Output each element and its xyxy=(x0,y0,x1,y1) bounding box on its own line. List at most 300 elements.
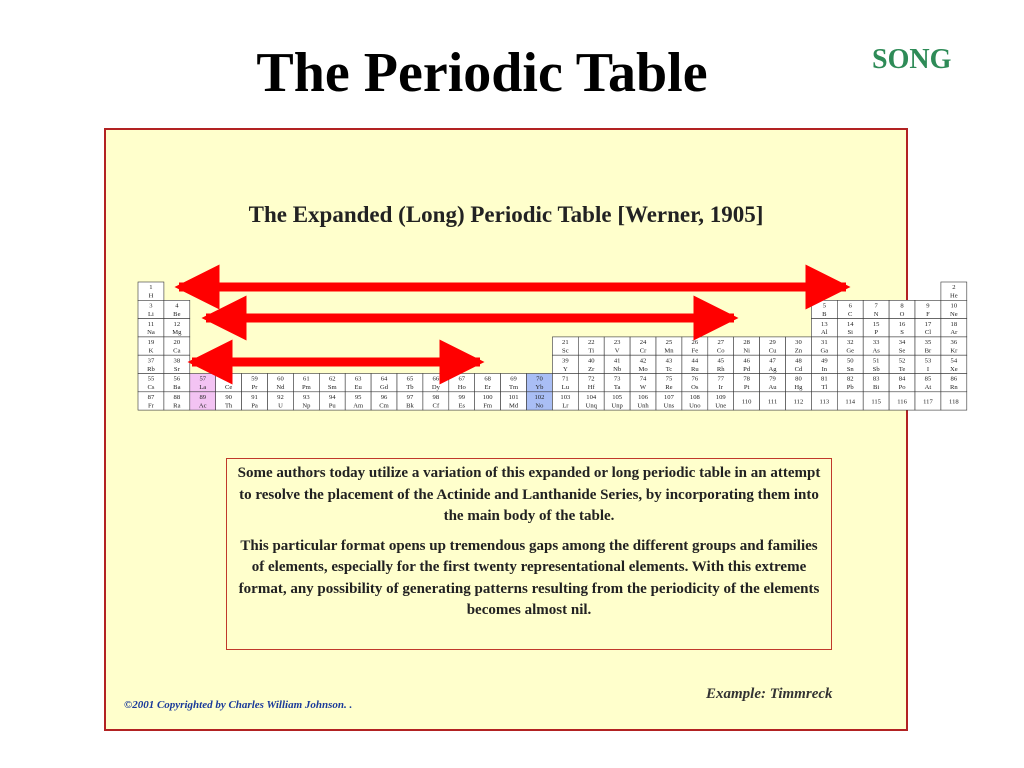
element-cell xyxy=(501,374,527,392)
element-cell xyxy=(760,355,786,373)
element-number: 53 xyxy=(924,357,932,365)
element-cell xyxy=(604,374,630,392)
element-number: 18 xyxy=(950,320,958,328)
element-cell xyxy=(863,392,889,410)
element-number: 26 xyxy=(691,339,699,347)
element-number: 19 xyxy=(147,339,155,347)
element-symbol: I xyxy=(926,365,930,373)
element-cell xyxy=(734,355,760,373)
element-cell xyxy=(630,392,656,410)
element-symbol: Au xyxy=(768,384,777,392)
element-cell xyxy=(708,392,734,410)
element-symbol: Hf xyxy=(587,384,595,392)
element-symbol: Ga xyxy=(820,347,829,355)
element-number: 1 xyxy=(149,284,153,292)
element-number: 17 xyxy=(924,320,932,328)
element-number: 114 xyxy=(845,398,856,406)
element-cell xyxy=(345,392,371,410)
element-symbol: Rh xyxy=(716,365,725,373)
element-symbol: Li xyxy=(148,310,154,318)
element-number: 64 xyxy=(380,375,388,383)
element-symbol: Une xyxy=(715,402,727,410)
element-number: 7 xyxy=(874,302,878,310)
element-number: 20 xyxy=(173,339,181,347)
element-cell xyxy=(708,374,734,392)
element-cell xyxy=(941,337,967,355)
element-number: 37 xyxy=(147,357,155,365)
element-cell xyxy=(293,392,319,410)
element-symbol: Md xyxy=(508,402,519,410)
element-symbol: Pr xyxy=(251,384,258,392)
element-cell xyxy=(371,392,397,410)
element-cell xyxy=(811,300,837,318)
element-symbol: Fm xyxy=(483,402,493,410)
element-cell xyxy=(837,319,863,337)
element-symbol: Er xyxy=(484,384,491,392)
element-cell xyxy=(682,374,708,392)
element-cell xyxy=(604,392,630,410)
element-number: 29 xyxy=(769,339,776,347)
element-cell xyxy=(760,392,786,410)
element-cell xyxy=(138,319,164,337)
element-cell xyxy=(656,392,682,410)
element-number: 79 xyxy=(769,375,776,383)
element-symbol: Ar xyxy=(950,329,958,337)
element-number: 117 xyxy=(923,398,933,406)
element-cell xyxy=(708,355,734,373)
element-number: 70 xyxy=(536,375,543,383)
element-cell xyxy=(915,337,941,355)
element-cell xyxy=(760,374,786,392)
element-cell xyxy=(319,374,345,392)
element-symbol: Co xyxy=(716,347,725,355)
element-cell xyxy=(941,355,967,373)
description-paragraph-2: This particular format opens up tremendous gaps among the different groups and families of elements, especially for the first twenty representational elements. With this extreme format, any possibility of generating patterns resulting from the periodicity of the elements becomes almost nil. xyxy=(238,537,820,618)
element-symbol: S xyxy=(900,329,904,337)
element-number: 6 xyxy=(848,302,852,310)
element-symbol: Cm xyxy=(379,402,389,410)
element-symbol: Sb xyxy=(872,365,880,373)
element-symbol: U xyxy=(278,402,283,410)
element-cell xyxy=(837,374,863,392)
element-cell xyxy=(837,337,863,355)
element-number: 44 xyxy=(691,357,699,365)
element-symbol: O xyxy=(899,310,905,318)
element-symbol: Ra xyxy=(173,402,181,410)
element-cell xyxy=(760,337,786,355)
element-symbol: Gd xyxy=(380,384,389,392)
figure-title: The Expanded (Long) Periodic Table [Werner, 1905] xyxy=(248,202,764,227)
description-box xyxy=(226,458,832,650)
element-number: 99 xyxy=(458,394,466,401)
element-symbol: As xyxy=(872,347,880,355)
element-number: 3 xyxy=(149,302,153,310)
element-number: 32 xyxy=(846,339,854,347)
element-number: 63 xyxy=(354,375,362,383)
element-number: 107 xyxy=(664,394,674,401)
element-symbol: Unp xyxy=(611,402,623,410)
element-number: 38 xyxy=(173,357,181,365)
element-cell xyxy=(423,392,449,410)
element-cell xyxy=(242,374,268,392)
element-symbol: Na xyxy=(147,329,155,337)
element-number: 43 xyxy=(665,357,673,365)
element-symbol: Xe xyxy=(949,365,958,373)
element-cell xyxy=(811,392,837,410)
element-number: 13 xyxy=(821,320,828,328)
element-cell xyxy=(268,374,294,392)
element-cell xyxy=(786,337,812,355)
element-cell xyxy=(138,355,164,373)
element-cell xyxy=(552,374,578,392)
element-symbol: F xyxy=(926,310,930,318)
element-symbol: Fe xyxy=(691,347,699,355)
element-number: 5 xyxy=(822,302,826,310)
element-cell xyxy=(371,374,397,392)
element-symbol: Si xyxy=(847,329,853,337)
element-symbol: No xyxy=(535,402,544,410)
element-cell xyxy=(863,337,889,355)
element-cell xyxy=(319,392,345,410)
element-cell xyxy=(811,355,837,373)
element-number: 12 xyxy=(173,320,181,328)
element-cell xyxy=(578,337,604,355)
element-number: 24 xyxy=(639,339,647,347)
element-number: 48 xyxy=(795,357,802,365)
element-number: 93 xyxy=(303,394,310,401)
element-cell xyxy=(837,355,863,373)
element-cell xyxy=(889,355,915,373)
element-symbol: Tb xyxy=(406,384,414,392)
element-number: 113 xyxy=(819,398,830,406)
song-link[interactable]: SONG xyxy=(872,44,952,75)
element-cell xyxy=(527,374,553,392)
element-cell xyxy=(630,355,656,373)
element-symbol: Tc xyxy=(665,365,673,373)
element-symbol: Yb xyxy=(535,384,544,392)
element-cell xyxy=(915,374,941,392)
element-number: 52 xyxy=(898,357,906,365)
element-number: 97 xyxy=(406,394,414,401)
element-cell xyxy=(423,374,449,392)
element-cell xyxy=(527,392,553,410)
element-number: 105 xyxy=(612,394,623,401)
element-cell xyxy=(216,374,242,392)
element-number: 60 xyxy=(277,375,284,383)
element-symbol: Os xyxy=(691,384,699,392)
element-number: 78 xyxy=(743,375,750,383)
element-symbol: Tm xyxy=(508,384,519,392)
element-number: 72 xyxy=(587,375,595,383)
element-symbol: Sr xyxy=(173,365,180,373)
element-cell xyxy=(138,282,164,300)
element-symbol: Eu xyxy=(354,384,362,392)
element-symbol: Pd xyxy=(743,365,751,373)
element-symbol: Dy xyxy=(431,384,440,392)
element-number: 65 xyxy=(406,375,414,383)
element-symbol: H xyxy=(148,292,154,300)
element-cell xyxy=(786,392,812,410)
element-cell xyxy=(578,392,604,410)
element-number: 22 xyxy=(587,339,595,347)
element-cell xyxy=(811,337,837,355)
element-symbol: Zr xyxy=(588,365,595,373)
element-cell xyxy=(164,355,190,373)
element-symbol: Po xyxy=(898,384,906,392)
element-symbol: Ge xyxy=(846,347,855,355)
element-symbol: Re xyxy=(665,384,673,392)
element-cell xyxy=(786,374,812,392)
element-symbol: Pb xyxy=(846,384,854,392)
element-cell xyxy=(164,374,190,392)
element-number: 106 xyxy=(638,394,648,401)
element-cell xyxy=(501,392,527,410)
element-symbol: Y xyxy=(562,365,568,373)
description-paragraph-1: Some authors today utilize a variation of this expanded or long periodic table in an attempt to resolve the placement of the Actinide and Lanthanide Series, by incorporating them into the main body of the table. xyxy=(237,465,821,524)
element-cell xyxy=(811,319,837,337)
element-symbol: Zn xyxy=(794,347,803,355)
element-cell xyxy=(786,355,812,373)
element-cell xyxy=(889,337,915,355)
element-symbol: Bk xyxy=(406,402,414,410)
element-symbol: Ac xyxy=(198,402,207,410)
element-number: 82 xyxy=(846,375,854,383)
element-cell xyxy=(656,355,682,373)
element-number: 45 xyxy=(717,357,725,365)
element-number: 108 xyxy=(689,394,700,401)
element-number: 14 xyxy=(846,320,854,328)
element-number: 59 xyxy=(251,375,258,383)
element-cell xyxy=(734,374,760,392)
element-number: 30 xyxy=(795,339,802,347)
element-symbol: Cu xyxy=(768,347,777,355)
element-symbol: Ti xyxy=(588,347,595,355)
element-cell xyxy=(190,374,216,392)
element-number: 9 xyxy=(926,302,930,310)
element-number: 62 xyxy=(328,375,336,383)
element-symbol: Bi xyxy=(873,384,880,392)
element-cell xyxy=(682,392,708,410)
element-symbol: Te xyxy=(898,365,906,373)
element-symbol: Ca xyxy=(173,347,181,355)
element-symbol: Sm xyxy=(327,384,337,392)
element-number: 34 xyxy=(898,339,906,347)
element-symbol: Unh xyxy=(637,402,649,410)
element-symbol: Np xyxy=(302,402,311,410)
element-symbol: Ho xyxy=(457,384,466,392)
element-number: 92 xyxy=(277,394,284,401)
element-cell xyxy=(941,282,967,300)
element-number: 39 xyxy=(562,357,569,365)
element-number: 80 xyxy=(795,375,802,383)
element-symbol: Ce xyxy=(224,384,233,392)
element-symbol: Ir xyxy=(718,384,723,392)
element-symbol: Cr xyxy=(639,347,647,355)
element-cell xyxy=(138,300,164,318)
element-cell xyxy=(242,392,268,410)
element-number: 4 xyxy=(175,302,179,310)
element-number: 46 xyxy=(743,357,750,365)
element-cell xyxy=(216,392,242,410)
element-symbol: Pt xyxy=(743,384,750,392)
element-number: 90 xyxy=(225,394,232,401)
element-cell xyxy=(682,337,708,355)
element-number: 16 xyxy=(898,320,906,328)
element-number: 21 xyxy=(562,339,569,347)
element-cell xyxy=(734,337,760,355)
element-symbol: C xyxy=(848,310,853,318)
element-symbol: Rb xyxy=(147,365,155,373)
element-number: 31 xyxy=(821,339,828,347)
element-cell xyxy=(552,355,578,373)
element-number: 68 xyxy=(484,375,491,383)
element-cell xyxy=(941,319,967,337)
element-cell xyxy=(734,392,760,410)
element-number: 25 xyxy=(665,339,673,347)
element-cell xyxy=(449,392,475,410)
element-cell xyxy=(604,337,630,355)
element-number: 104 xyxy=(586,394,597,401)
element-symbol: Cf xyxy=(432,402,440,410)
element-symbol: K xyxy=(148,347,154,355)
element-number: 100 xyxy=(482,394,493,401)
element-number: 76 xyxy=(691,375,699,383)
element-cell xyxy=(915,300,941,318)
element-cell xyxy=(475,392,501,410)
element-cell xyxy=(889,374,915,392)
element-number: 86 xyxy=(950,375,958,383)
element-symbol: Al xyxy=(821,329,828,337)
element-symbol: Sn xyxy=(846,365,854,373)
element-number: 47 xyxy=(769,357,776,365)
element-cell xyxy=(164,392,190,410)
element-number: 110 xyxy=(741,398,752,406)
element-number: 96 xyxy=(380,394,388,401)
element-number: 27 xyxy=(717,339,725,347)
element-symbol: At xyxy=(924,384,932,392)
element-cell xyxy=(811,374,837,392)
element-cell xyxy=(837,300,863,318)
copyright-notice: ©2001 Copyrighted by Charles William Johnson. . xyxy=(124,699,353,711)
element-cell xyxy=(630,337,656,355)
element-symbol: Tl xyxy=(821,384,828,392)
element-number: 40 xyxy=(587,357,595,365)
element-number: 23 xyxy=(613,339,621,347)
element-cell xyxy=(138,337,164,355)
element-cell xyxy=(863,319,889,337)
element-cell xyxy=(293,374,319,392)
element-cell xyxy=(915,392,941,410)
element-cell xyxy=(164,319,190,337)
element-symbol: Uno xyxy=(689,402,701,410)
element-number: 83 xyxy=(872,375,880,383)
element-symbol: Cd xyxy=(794,365,803,373)
element-number: 118 xyxy=(949,398,959,406)
element-symbol: He xyxy=(949,292,958,300)
element-number: 101 xyxy=(508,394,519,401)
element-symbol: Lu xyxy=(561,384,570,392)
element-number: 115 xyxy=(871,398,881,406)
element-number: 85 xyxy=(924,375,932,383)
element-cell xyxy=(397,374,423,392)
element-symbol: Th xyxy=(224,402,233,410)
element-number: 71 xyxy=(562,375,569,383)
element-symbol: Cs xyxy=(147,384,155,392)
element-number: 41 xyxy=(613,357,621,365)
element-number: 56 xyxy=(173,375,181,383)
element-number: 91 xyxy=(251,394,258,401)
element-number: 51 xyxy=(872,357,880,365)
element-symbol: Se xyxy=(898,347,906,355)
element-symbol: Cl xyxy=(924,329,932,337)
example-credit: Example: Timmreck xyxy=(706,686,833,702)
element-symbol: Pu xyxy=(328,402,336,410)
element-symbol: La xyxy=(199,384,207,392)
element-cell xyxy=(578,374,604,392)
element-number: 2 xyxy=(952,284,956,292)
element-number: 36 xyxy=(950,339,958,347)
element-number: 98 xyxy=(432,394,440,401)
element-cell xyxy=(708,337,734,355)
element-number: 75 xyxy=(665,375,673,383)
element-symbol: Kr xyxy=(950,347,958,355)
element-symbol: Be xyxy=(173,310,181,318)
element-symbol: Am xyxy=(353,402,364,410)
element-cell xyxy=(604,355,630,373)
element-symbol: Ta xyxy=(613,384,621,392)
element-number: 8 xyxy=(900,302,904,310)
element-number: 87 xyxy=(147,394,155,401)
element-cell xyxy=(915,355,941,373)
element-symbol: Ru xyxy=(690,365,699,373)
element-number: 61 xyxy=(303,375,310,383)
element-symbol: Ag xyxy=(768,365,777,373)
element-cell xyxy=(552,392,578,410)
element-number: 81 xyxy=(821,375,828,383)
element-symbol: N xyxy=(873,310,879,318)
element-symbol: B xyxy=(822,310,827,318)
element-cell xyxy=(578,355,604,373)
element-number: 73 xyxy=(613,375,621,383)
element-number: 15 xyxy=(872,320,880,328)
element-number: 89 xyxy=(199,394,207,401)
element-number: 57 xyxy=(199,375,207,383)
element-symbol: Uns xyxy=(663,402,675,410)
element-cell xyxy=(138,392,164,410)
element-symbol: Rn xyxy=(949,384,958,392)
element-number: 102 xyxy=(534,394,545,401)
element-number: 49 xyxy=(821,357,828,365)
element-cell xyxy=(863,300,889,318)
element-symbol: Ba xyxy=(173,384,181,392)
element-number: 103 xyxy=(560,394,571,401)
element-number: 84 xyxy=(898,375,906,383)
element-cell xyxy=(863,374,889,392)
element-cell xyxy=(345,374,371,392)
element-number: 69 xyxy=(510,375,517,383)
element-symbol: In xyxy=(821,365,828,373)
element-symbol: Mo xyxy=(638,365,648,373)
element-cell xyxy=(164,337,190,355)
element-number: 67 xyxy=(458,375,466,383)
element-symbol: Nd xyxy=(276,384,285,392)
element-number: 111 xyxy=(767,398,778,406)
element-symbol: Mg xyxy=(172,329,182,337)
element-symbol: V xyxy=(614,347,620,355)
element-number: 94 xyxy=(328,394,336,401)
element-cell xyxy=(941,392,967,410)
element-cell xyxy=(449,374,475,392)
